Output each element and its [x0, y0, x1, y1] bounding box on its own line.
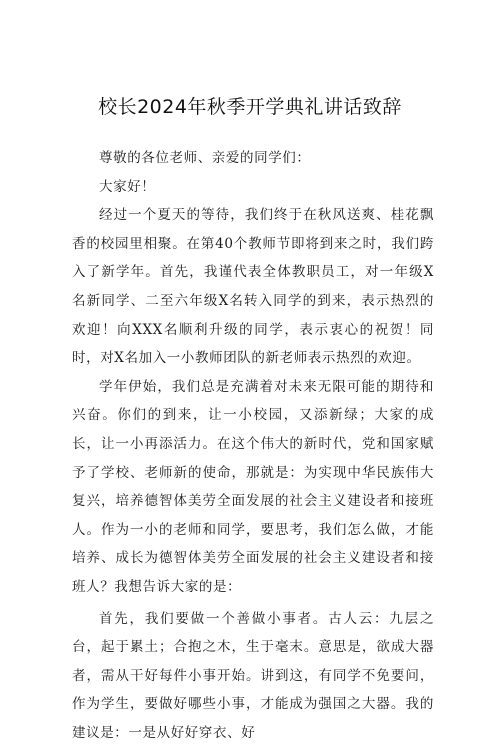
salutation: 尊敬的各位老师、亲爱的同学们： [72, 144, 434, 173]
greeting: 大家好！ [72, 173, 434, 202]
document-body [72, 144, 434, 747]
document-title: 校长2024年秋季开学典礼讲话致辞 [0, 92, 500, 119]
paragraph-small-things: 首先，我们要做一个善做小事者。古人云：九层之台，起于累土；合抱之木，生于毫末。意思是，欲成大器者，需从干好每件小事开始。讲到这，有同学不免要问，作为学生，要做好哪些小事，才能成为强国之大器。我的建议是：一是从好好穿衣、好 [72, 605, 434, 747]
paragraph-welcome: 经过一个夏天的等待，我们终于在秋风送爽、桂花飘香的校园里相聚。在第40个教师节即将到来之时，我们跨入了新学年。首先，我谨代表全体教职员工，对一年级X名新同学、二至六年级X名转入同学的到来，表示热烈的欢迎！向XXX名顺利升级的同学，表示衷心的祝贺！同时，对X名加入一小教师团队的新老师表示热烈的欢迎。 [72, 201, 434, 373]
paragraph-mission: 学年伊始，我们总是充满着对未来无限可能的期待和兴奋。你们的到来，让一小校园，又添新绿；大家的成长，让一小再添活力。在这个伟大的新时代，党和国家赋予了学校、老师新的使命，那就是：为实现中华民族伟大复兴，培养德智体美劳全面发展的社会主义建设者和接班人。作为一小的老师和同学，要思考，我们怎么做，才能培养、成长为德智体美劳全面发展的社会主义建设者和接班人？我想告诉大家的是： [72, 373, 434, 602]
